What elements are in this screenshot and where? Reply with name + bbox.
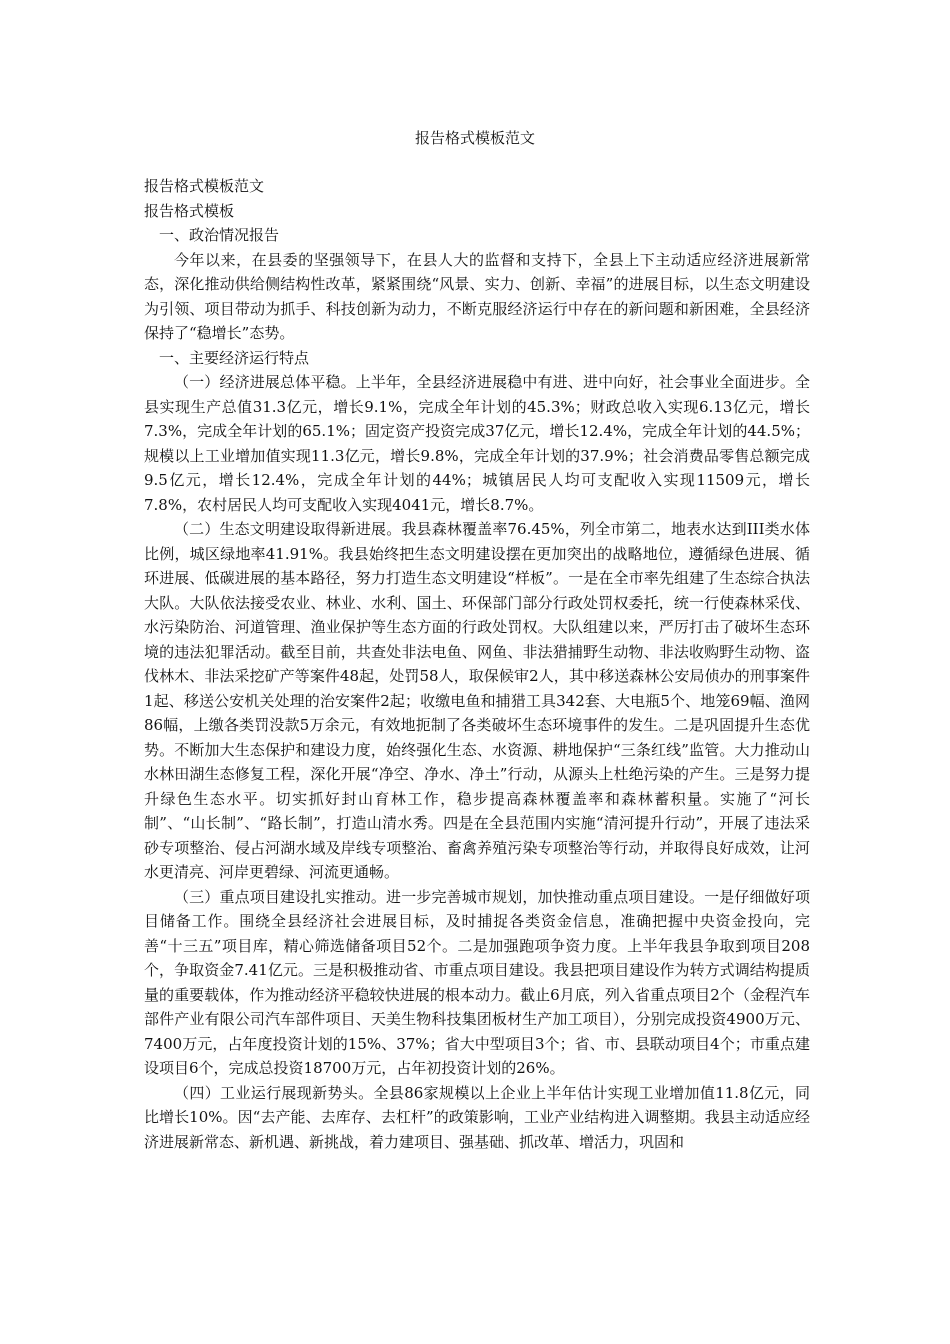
document-body <box>144 174 810 1154</box>
paragraph-industrial-operation: （四）工业运行展现新势头。全县86家规模以上企业上半年估计实现工业增加值11.8亿元，同比增长10%。因“去产能、去库存、去杠杆”的政策影响，工业产业结构进入调整期。我县主动适应经济进展新常态、新机遇、新挑战，着力建项目、强基础、抓改革、增活力，巩固和 <box>144 1083 810 1151</box>
section-heading-political-report: 一、政治情况报告 <box>159 226 280 244</box>
intro-paragraph: 今年以来，在县委的坚强领导下，在县人大的监督和支持下，全县上下主动适应经济进展新常态，深化推动供给侧结构性改革，紧紧围绕“风景、实力、创新、幸福”的进展目标，以生态文明建设为引领、项目带动为抓手、科技创新为动力，不断克服经济运行中存在的新问题和新困难，全县经济保持了“稳增长”态势。 <box>144 250 810 342</box>
section-heading-economic-features: 一、主要经济运行特点 <box>159 348 310 367</box>
subtitle-line-2: 报告格式模板 <box>144 201 235 220</box>
paragraph-ecological-progress: （二）生态文明建设取得新进展。我县森林覆盖率76.45%，列全市第二，地表水达到III类水体比例，城区绿地率41.91%。我县始终把生态文明建设摆在更加突出的战略地位，遵循绿色进展、循环进展、低碳进展的基本路径，努力打造生态文明建设“样板”。一是在全市率先组建了生态综合执法大队。大队依法接受农业、林业、水利、国土、环保部门部分行政处罚权委托，统一行使森林采伐、水污染防治、河道管理、渔业保护等生态方面的行政处罚权。大队组建以来，严厉打击了破坏生态环境的违法犯罪活动。截至目前，共查处非法电鱼、网鱼、非法猎捕野生动物、非法收购野生动物、盗伐林木、非法采挖矿产等案件48起，处罚58人，取保候审2人，其中移送森林公安局侦办的刑事案件1起、移送公安机关处理的治安案件2起；收缴电鱼和捕猎工具342套、大电瓶5个、地笼69幅、渔网86幅，上缴各类罚没款5万余元，有效地扼制了各类破坏生态环境事件的发生。二是巩固提升生态优势。不断加大生态保护和建设力度，始终强化生态、水资源、耕地保护“三条红线”监管。大力推动山水林田湖生态修复工程，深化开展“净空、净水、净土”行动，从源头上杜绝污染的产生。三是努力提升绿色生态水平。切实抓好封山育林工作，稳步提高森林覆盖率和森林蓄积量。实施了“河长制”、“山长制”、“路长制”，打造山清水秀。四是在全县范围内实施“清河提升行动”，开展了违法采砂专项整治、侵占河湖水域及岸线专项整治、畜禽养殖污染专项整治等行动，并取得良好成效，让河水更清亮、河岸更碧绿、河流更通畅。 <box>144 520 810 881</box>
paragraph-key-projects: （三）重点项目建设扎实推动。进一步完善城市规划，加快推动重点项目建设。一是仔细做好项目储备工作。围绕全县经济社会进展目标，及时捕捉各类资金信息，准确把握中央资金投向，完善“十三五”项目库，精心筛选储备项目52个。二是加强跑项争资力度。上半年我县争取到项目208个，争取资金7.41亿元。三是积极推动省、市重点项目建设。我县把项目建设作为转方式调结构提质量的重要载体，作为推动经济平稳较快进展的根本动力。截止6月底，列入省重点项目2个（金程汽车部件产业有限公司汽车部件项目、天美生物科技集团板材生产加工项目），分别完成投资4900万元、7400万元，占年度投资计划的15%、37%；省大中型项目3个；省、市、县联动项目4个；市重点建设项目6个，完成总投资18700万元，占年初投资计划的26%。 <box>144 887 810 1077</box>
document-title: 报告格式模板范文 <box>414 129 535 147</box>
paragraph-economic-overview: （一）经济进展总体平稳。上半年，全县经济进展稳中有进、进中向好，社会事业全面进步。全县实现生产总值31.3亿元，增长9.1%，完成全年计划的45.3%；财政总收入实现6.13亿元，增长7.3%，完成全年计划的65.1%；固定资产投资完成37亿元，增长12.4%，完成全年计划的44.5%；规模以上工业增加值实现11.3亿元，增长9.8%，完成全年计划的37.9%；社会消费品零售总额完成9.5亿元，增长12.4%，完成全年计划的44%；城镇居民人均可支配收入实现11509元，增长7.8%，农村居民人均可支配收入实现4041元，增长8.7%。 <box>144 373 810 514</box>
subtitle-line-1: 报告格式模板范文 <box>144 177 265 195</box>
